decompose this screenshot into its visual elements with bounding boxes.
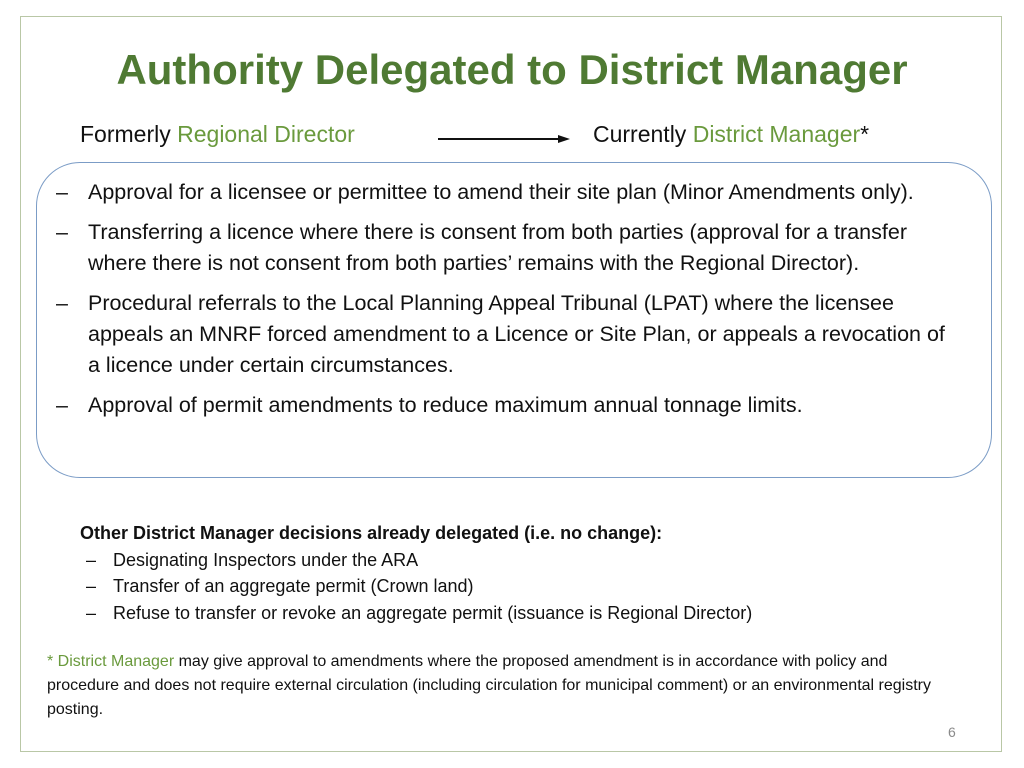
page-number: 6 <box>948 724 956 740</box>
currently-role: District Manager <box>692 121 861 147</box>
list-item <box>52 390 962 421</box>
currently-label: Currently <box>593 121 687 147</box>
footnote <box>47 650 947 722</box>
list-item-text: Transfer of an aggregate permit (Crown land) <box>113 576 474 596</box>
delegated-authority-list <box>52 177 962 430</box>
list-item <box>52 177 962 208</box>
dash-bullet: – <box>86 602 97 623</box>
slide-title: Authority Delegated to District Manager <box>116 46 908 93</box>
list-item <box>52 288 962 381</box>
list-item-text: Refuse to transfer or revoke an aggregate permit (issuance is Regional Director) <box>113 602 753 623</box>
other-decisions-list <box>80 547 960 627</box>
list-item-text: Approval of permit amendments to reduce maximum annual tonnage limits. <box>88 393 803 417</box>
other-decisions-section <box>80 520 960 626</box>
currently-text <box>593 121 869 148</box>
formerly-role: Regional Director <box>177 121 355 147</box>
list-item <box>80 573 960 600</box>
list-item <box>80 547 960 574</box>
list-item-text: Transferring a licence where there is consent from both parties (approval for a transfer where there is not consent from both parties’ remains with the Regional Director). <box>88 220 907 275</box>
list-item-text: Procedural referrals to the Local Planning Appeal Tribunal (LPAT) where the licensee appeals an MNRF forced amendment to a Licence or Site Plan, or appeals a revocation of a licence under certain circumstances. <box>88 291 945 377</box>
role-transition <box>80 121 960 153</box>
asterisk-mark: * <box>860 121 870 147</box>
dash-bullet: – <box>56 291 68 315</box>
footnote-text: may give approval to amendments where the proposed amendment is in accordance with policy and procedure and does not require external circulation (including circulation for municipal comment) or an environmental registry posting. <box>47 653 931 718</box>
list-item <box>80 600 960 627</box>
dash-bullet: – <box>56 220 68 244</box>
dash-bullet: – <box>86 549 97 570</box>
list-item <box>52 217 962 279</box>
other-decisions-heading: Other District Manager decisions already delegated (i.e. no change): <box>80 523 663 543</box>
list-item-text: Designating Inspectors under the ARA <box>113 549 419 570</box>
dash-bullet: – <box>56 180 68 204</box>
formerly-label: Formerly <box>80 121 171 147</box>
footnote-highlight: * District Manager <box>47 653 175 670</box>
dash-bullet: – <box>56 393 68 417</box>
list-item-text: Approval for a licensee or permittee to amend their site plan (Minor Amendments only). <box>88 180 914 204</box>
dash-bullet: – <box>86 576 97 596</box>
formerly-text <box>80 121 355 148</box>
arrow-right-icon <box>438 134 570 144</box>
